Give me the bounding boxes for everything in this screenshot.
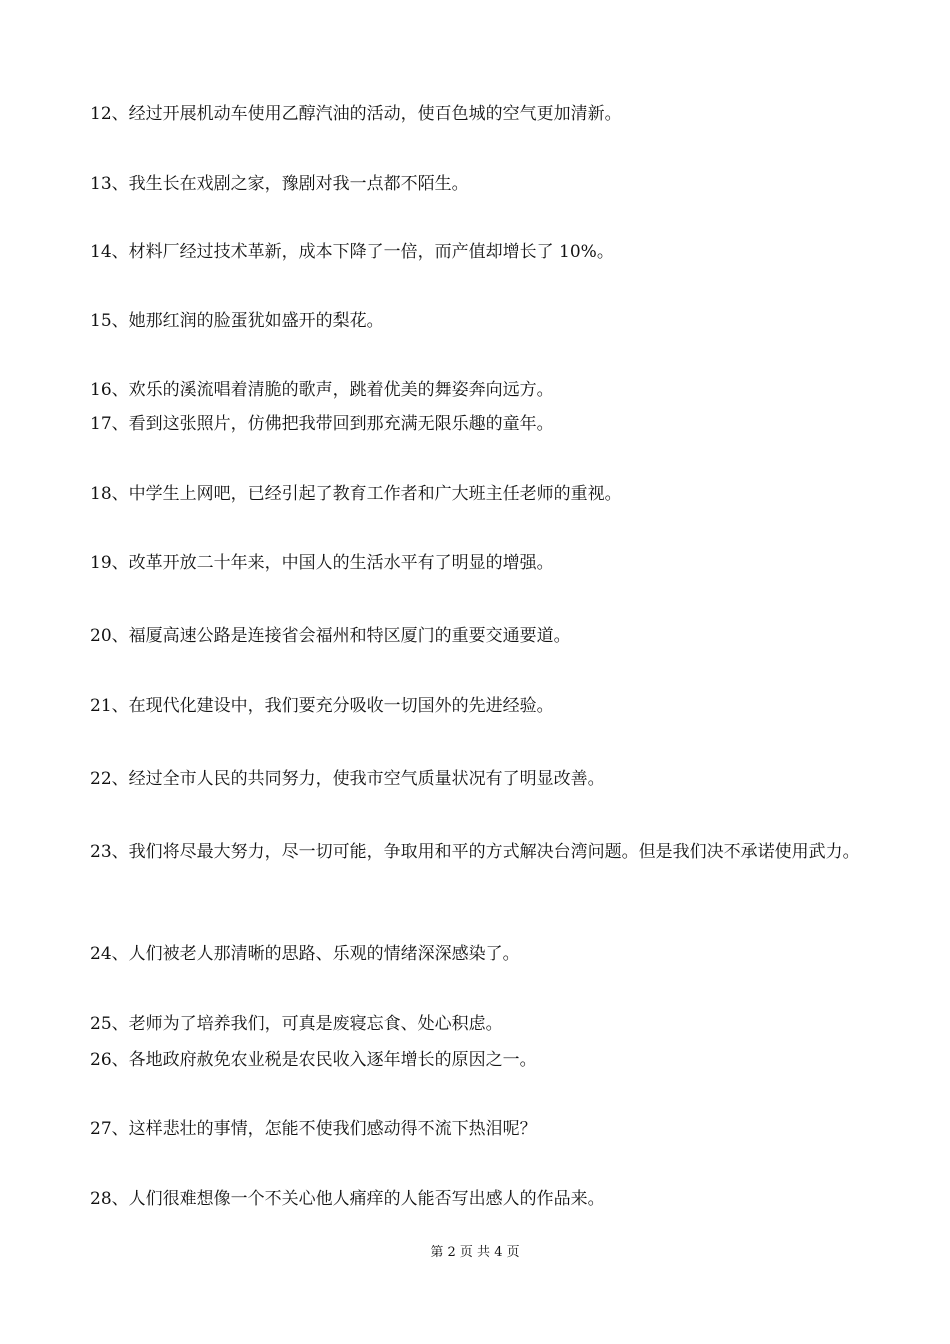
sentence-12: 12、经过开展机动车使用乙醇汽油的活动，使百色城的空气更加清新。	[90, 104, 622, 124]
sentence-28: 28、人们很难想像一个不关心他人痛痒的人能否写出感人的作品来。	[90, 1189, 605, 1209]
sentence-23: 23、我们将尽最大努力，尽一切可能，争取用和平的方式解决台湾问题。但是我们决不承诺使用武力。	[90, 842, 860, 862]
sentence-15: 15、她那红润的脸蛋犹如盛开的梨花。	[90, 311, 384, 331]
sentence-22: 22、经过全市人民的共同努力，使我市空气质量状况有了明显改善。	[90, 769, 605, 789]
sentence-25: 25、老师为了培养我们，可真是废寝忘食、处心积虑。	[90, 1014, 503, 1034]
sentence-18: 18、中学生上网吧，已经引起了教育工作者和广大班主任老师的重视。	[90, 484, 622, 504]
sentence-26: 26、各地政府赦免农业税是农民收入逐年增长的原因之一。	[90, 1050, 537, 1070]
sentence-13: 13、我生长在戏剧之家，豫剧对我一点都不陌生。	[90, 174, 469, 194]
sentence-14: 14、材料厂经过技术革新，成本下降了一倍，而产值却增长了 10%。	[90, 242, 614, 262]
sentence-17: 17、看到这张照片，仿佛把我带回到那充满无限乐趣的童年。	[90, 414, 554, 434]
sentence-21: 21、在现代化建设中，我们要充分吸收一切国外的先进经验。	[90, 696, 554, 716]
sentence-24: 24、人们被老人那清晰的思路、乐观的情绪深深感染了。	[90, 944, 520, 964]
sentence-16: 16、欢乐的溪流唱着清脆的歌声，跳着优美的舞姿奔向远方。	[90, 380, 554, 400]
sentence-19: 19、改革开放二十年来，中国人的生活水平有了明显的增强。	[90, 553, 554, 573]
sentence-27: 27、这样悲壮的事情，怎能不使我们感动得不流下热泪呢？	[90, 1119, 537, 1139]
page-number: 第 2 页 共 4 页	[430, 1245, 520, 1260]
sentence-20: 20、福厦高速公路是连接省会福州和特区厦门的重要交通要道。	[90, 626, 571, 646]
